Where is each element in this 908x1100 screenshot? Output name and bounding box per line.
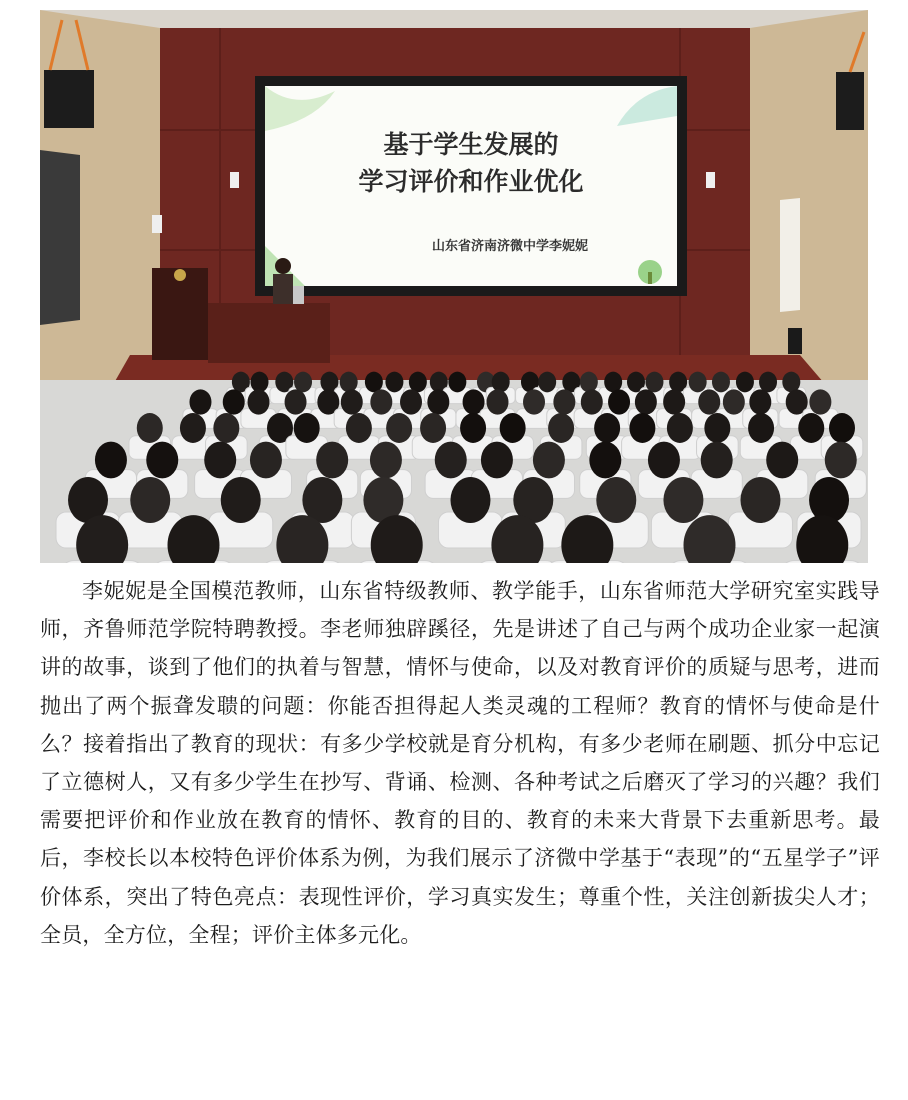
audience-head — [248, 389, 270, 414]
audience-head — [250, 442, 282, 479]
audience-head — [748, 413, 774, 443]
audience-head — [635, 389, 657, 414]
audience-head — [704, 413, 730, 443]
right-door — [780, 198, 800, 312]
audience-head — [460, 413, 486, 443]
audience-head — [548, 413, 574, 443]
audience-head — [798, 413, 824, 443]
audience-head — [146, 442, 178, 479]
right-speaker — [836, 72, 864, 130]
audience-head — [736, 372, 754, 393]
left-window — [40, 150, 80, 325]
audience-head — [589, 442, 621, 479]
audience-head — [645, 372, 663, 393]
audience-head — [448, 372, 466, 393]
audience-head — [712, 372, 730, 393]
slide-title-line2: 学习评价和作业优化 — [358, 167, 584, 196]
audience-head — [294, 413, 320, 443]
audience-head — [723, 389, 745, 414]
audience-head — [701, 442, 733, 479]
audience-head — [829, 413, 855, 443]
audience-head — [409, 372, 427, 393]
audience-head — [663, 389, 685, 414]
audience-head — [538, 372, 556, 393]
audience-head — [294, 372, 312, 393]
audience-head — [759, 372, 777, 393]
audience-head — [189, 389, 211, 414]
audience-head — [749, 389, 771, 414]
article-paragraph: 李妮妮是全国模范教师，山东省特级教师、教学能手，山东省师范大学研究室实践导师，齐鲁师范学院特聘教授。李老师独辟蹊径，先是讲述了自己与两个成功企业家一起演讲的故事，谈到了他们的执着与智慧，情怀与使命，以及对教育评价的质疑与思考，进而抛出了两个振聋发聩的问题：你能否担得起人类灵魂的工程师？教育的情怀与使命是什么？接着指出了教育的现状：有多少学校就是育分机构，有多少老师在刷题、抓分中忘记了立德树人，又有多少学生在抄写、背诵、检测、各种考试之后磨灭了学习的兴趣？我们需要把评价和作业放在教育的情怀、教育的目的、教育的未来大背景下去重新思考。最后，李校长以本校特色评价体系为例，为我们展示了济微中学基于“表现”的“五星学子”评价体系，突出了特色亮点：表现性评价，学习真实发生；尊重个性，关注创新拔尖人才；全员，全方位，全程；评价主体多元化。 — [40, 579, 880, 947]
audience-head — [420, 413, 446, 443]
audience-head — [251, 372, 269, 393]
left-speaker — [44, 70, 94, 128]
audience-head — [766, 442, 798, 479]
audience-head — [580, 372, 598, 393]
audience-head — [608, 389, 630, 414]
audience-head — [400, 389, 422, 414]
lecture-hall-illustration — [40, 10, 868, 563]
audience-head — [782, 372, 800, 393]
speaker-desk — [208, 303, 330, 363]
audience-head — [370, 442, 402, 479]
audience-head — [629, 413, 655, 443]
audience-head — [346, 413, 372, 443]
audience-head — [809, 389, 831, 414]
audience-head — [316, 442, 348, 479]
audience-head — [137, 413, 163, 443]
audience-head — [594, 413, 620, 443]
audience-head — [523, 389, 545, 414]
article-body — [40, 572, 880, 954]
audience-head — [340, 372, 358, 393]
audience-head — [663, 477, 703, 523]
audience-head — [740, 477, 780, 523]
podium — [152, 268, 208, 360]
audience-head — [365, 372, 383, 393]
audience-head — [386, 413, 412, 443]
audience-head — [492, 372, 510, 393]
audience-head — [487, 389, 509, 414]
slide-subtitle: 山东省济南济微中学李妮妮 — [431, 239, 589, 254]
audience-head — [481, 442, 513, 479]
audience-head — [667, 413, 693, 443]
audience-head — [689, 372, 707, 393]
audience-head — [285, 389, 307, 414]
audience-head — [95, 442, 127, 479]
audience-head — [825, 442, 857, 479]
audience-head — [604, 372, 622, 393]
audience-head — [370, 389, 392, 414]
audience-head — [581, 389, 603, 414]
audience-head — [500, 413, 526, 443]
audience-head — [553, 389, 575, 414]
audience-head — [221, 477, 261, 523]
audience-head — [450, 477, 490, 523]
audience-head — [213, 413, 239, 443]
audience-head — [435, 442, 467, 479]
wall-switch — [152, 215, 162, 233]
audience-head — [341, 389, 363, 414]
audience-head — [204, 442, 236, 479]
audience-head — [130, 477, 170, 523]
lecture-photo — [40, 10, 868, 563]
audience-head — [385, 372, 403, 393]
audience-head — [533, 442, 565, 479]
speaker-head — [275, 258, 291, 274]
audience-head — [809, 477, 849, 523]
audience-head — [596, 477, 636, 523]
audience-head — [180, 413, 206, 443]
slide-title-line1: 基于学生发展的 — [383, 130, 559, 159]
audience-head — [427, 389, 449, 414]
audience-head — [648, 442, 680, 479]
